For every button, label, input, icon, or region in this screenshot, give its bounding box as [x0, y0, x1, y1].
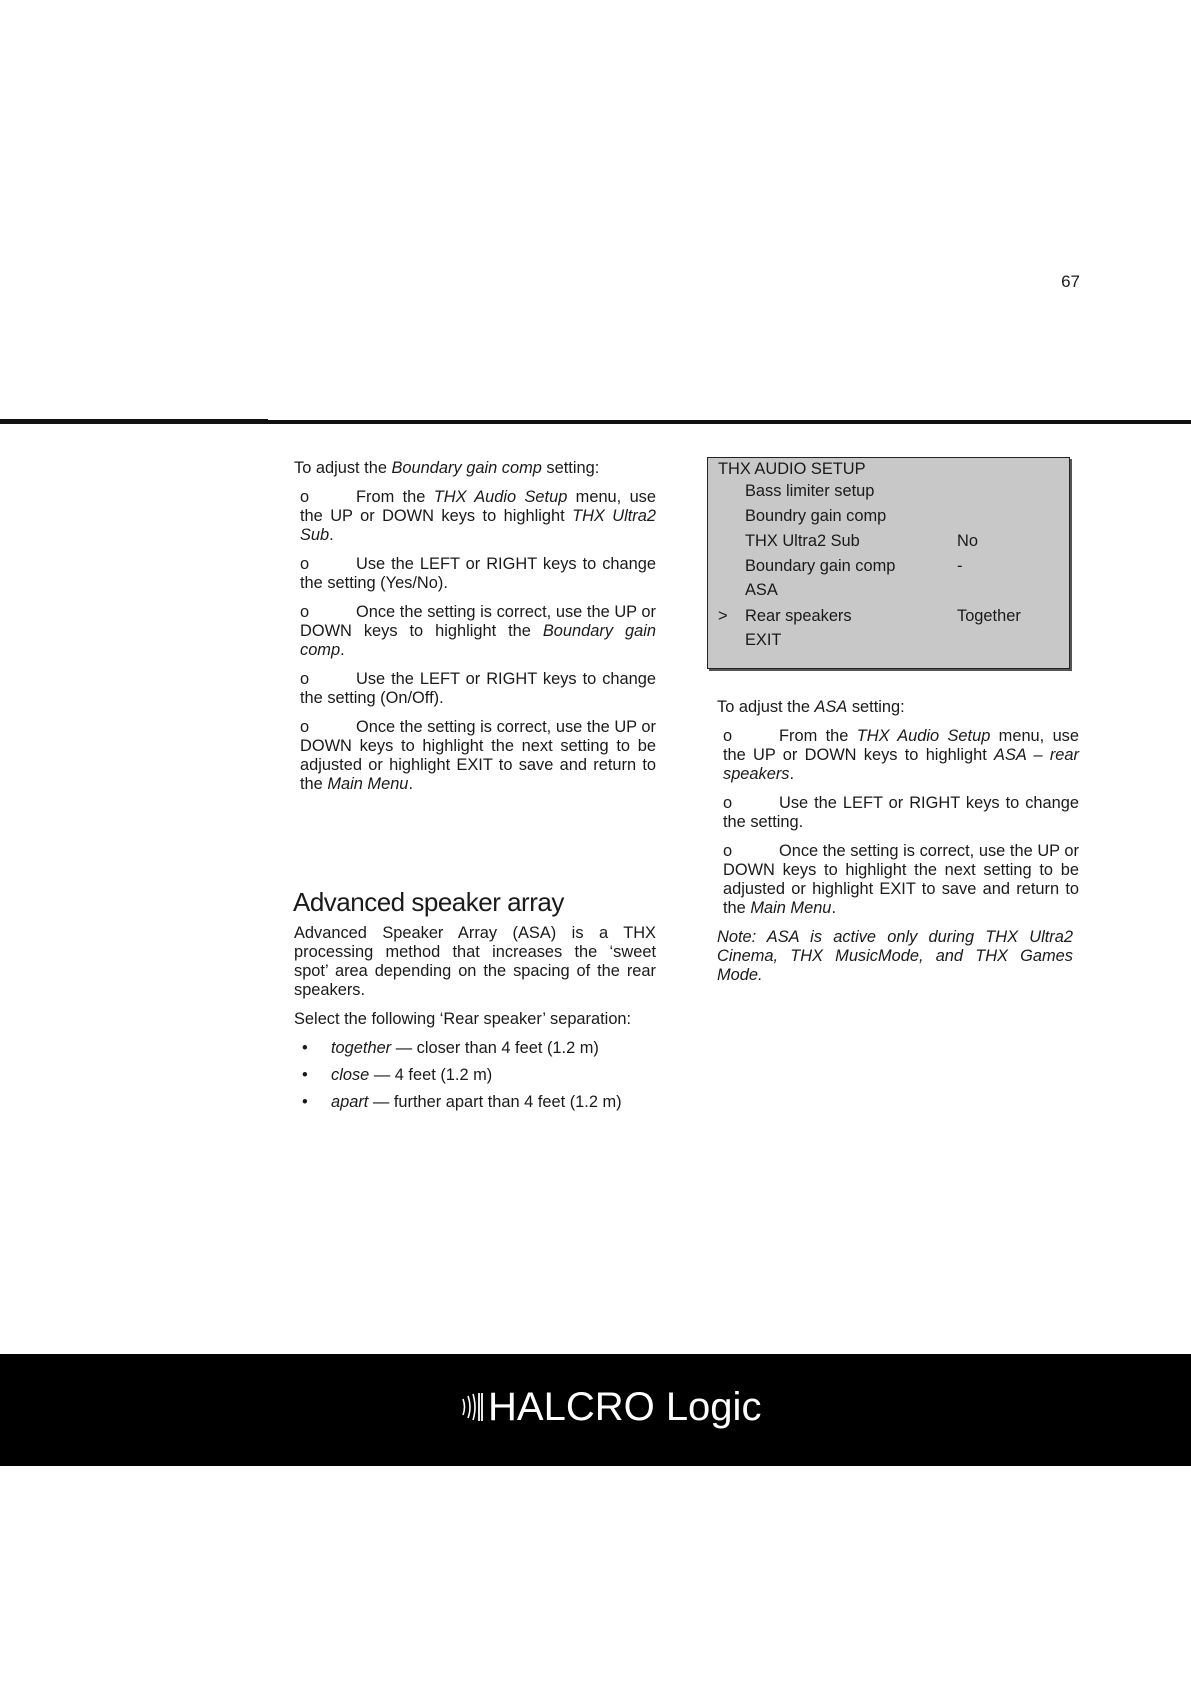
boundary-instructions [294, 459, 656, 804]
top-rule [0, 420, 1191, 424]
cursor-icon: > [718, 607, 728, 625]
menu-row-boundary-gain: Boundary gain comp - [745, 557, 963, 575]
footer-bar [0, 1354, 1191, 1466]
list-item: • close — 4 feet (1.2 m) [302, 1066, 493, 1084]
menu-row-rear-speakers: > Rear speakers Together [718, 607, 1021, 625]
menu-row-bass-limiter: Bass limiter setup [745, 482, 875, 500]
asa-step: o From the THX Audio Setup menu, use the UP or DOWN keys to highlight ASA – rear speakers. [723, 727, 1079, 783]
brand-name: HALCRO Logic [488, 1384, 762, 1429]
separation-intro: Select the following ‘Rear speaker’ separation: [294, 1010, 632, 1028]
separation-list [294, 1039, 656, 1120]
asa-description-section [294, 924, 656, 1120]
list-item: • together — closer than 4 feet (1.2 m) [302, 1039, 599, 1057]
boundary-intro: To adjust the Boundary gain comp setting: [294, 459, 600, 477]
page-number: 67 [1061, 272, 1080, 291]
menu-title: THX AUDIO SETUP [718, 460, 866, 478]
sound-waves-icon [460, 1389, 484, 1425]
asa-description: Advanced Speaker Array (ASA) is a THX processing method that increases the ‘sweet spot’ area depending on the spacing of the rear speakers. [294, 924, 656, 999]
boundary-step: o Once the setting is correct, use the UP or DOWN keys to highlight the Boundary gain comp. [300, 603, 656, 659]
section-heading: Advanced speaker array [293, 887, 564, 917]
menu-row-exit: EXIT [745, 631, 782, 649]
asa-note: Note: ASA is active only during THX Ultra2 Cinema, THX MusicMode, and THX Games Mode. [717, 928, 1073, 984]
boundary-step: o Use the LEFT or RIGHT keys to change the setting (Yes/No). [300, 555, 656, 592]
list-item: • apart — further apart than 4 feet (1.2 m) [302, 1093, 622, 1111]
menu-row-asa: ASA [745, 581, 778, 599]
asa-intro: To adjust the ASA setting: [717, 698, 905, 716]
asa-step: o Once the setting is correct, use the UP or DOWN keys to highlight the next setting to be adjusted or highlight EXIT to save and return to the Main Menu. [723, 842, 1079, 917]
boundary-step: o Once the setting is correct, use the UP or DOWN keys to highlight the next setting to be adjusted or highlight EXIT to save and return to the Main Menu. [300, 718, 656, 793]
boundary-step: o From the THX Audio Setup menu, use the UP or DOWN keys to highlight THX Ultra2 Sub. [300, 488, 656, 544]
asa-step: o Use the LEFT or RIGHT keys to change the setting. [723, 794, 1079, 831]
asa-instructions [717, 698, 1079, 985]
menu-row-boundry-gain: Boundry gain comp [745, 507, 887, 525]
boundary-step: o Use the LEFT or RIGHT keys to change the setting (On/Off). [300, 670, 656, 707]
menu-row-ultra2-sub: THX Ultra2 Sub No [745, 532, 978, 550]
thx-audio-setup-menu [707, 457, 1070, 669]
brand-logo [460, 1377, 761, 1437]
